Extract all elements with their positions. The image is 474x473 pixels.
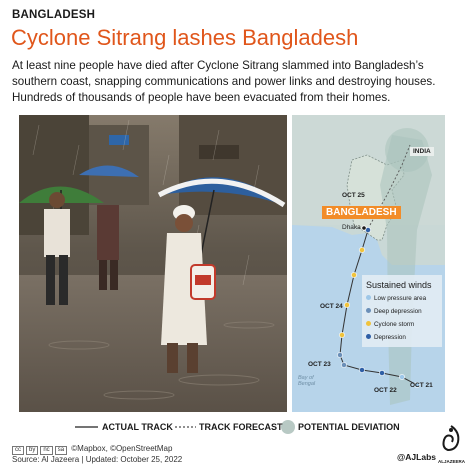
sustained-winds-legend [362, 275, 442, 347]
cc-license-icon: cc [12, 446, 24, 455]
cyclone-track-map [292, 115, 445, 412]
footer-separator: | [81, 455, 84, 464]
actual-track-label: ACTUAL TRACK [102, 422, 173, 432]
legend-item-cyclone-storm: Cyclone storm [366, 321, 414, 328]
legend-item-depression: Depression [366, 334, 406, 341]
oct-22-label: OCT 22 [374, 387, 397, 394]
updated-text: Updated: October 25, 2022 [85, 455, 183, 464]
bangladesh-label: BANGLADESH [322, 206, 401, 219]
headline: Cyclone Sitrang lashes Bangladesh [11, 25, 359, 50]
oct-23-label: OCT 23 [308, 361, 331, 368]
sa-icon: sa [55, 446, 67, 455]
street-flood-photo [19, 115, 287, 412]
legend-item-low-pressure: Low pressure area [366, 295, 426, 302]
india-label: INDIA [410, 147, 434, 156]
ajlabs-handle: @AJLabs [397, 452, 436, 462]
track-forecast-label: TRACK FORECAST [199, 422, 283, 432]
bay-of-bengal-label: Bay of Bengal [298, 375, 316, 387]
dhaka-label: Dhaka [342, 224, 361, 231]
nc-icon: nc [40, 446, 52, 455]
al-jazeera-logo [438, 424, 464, 464]
sustained-winds-title: Sustained winds [366, 280, 432, 290]
oct-25-label: OCT 25 [342, 192, 365, 199]
potential-deviation-label: POTENTIAL DEVIATION [298, 422, 400, 432]
by-icon: by [26, 446, 38, 455]
oct-21-label: OCT 21 [410, 382, 433, 389]
footer-credits [12, 444, 182, 465]
map-legend [0, 414, 474, 440]
intro-paragraph: At least nine people have died after Cyclone Sitrang slammed into Bangladesh’s southern coast, snapping communications and power links and destroying houses. Hundreds of thousands of people have been evacuated from their homes. [12, 59, 436, 104]
source-text: Source: Al Jazeera [12, 455, 80, 464]
oct-24-label: OCT 24 [320, 303, 343, 310]
map-credit: ©Mapbox, ©OpenStreetMap [71, 444, 173, 453]
al-jazeera-logo-text: ALJAZEERA [438, 459, 466, 464]
kicker-label: BANGLADESH [12, 9, 96, 21]
legend-item-deep-depression: Deep depression [366, 308, 422, 315]
